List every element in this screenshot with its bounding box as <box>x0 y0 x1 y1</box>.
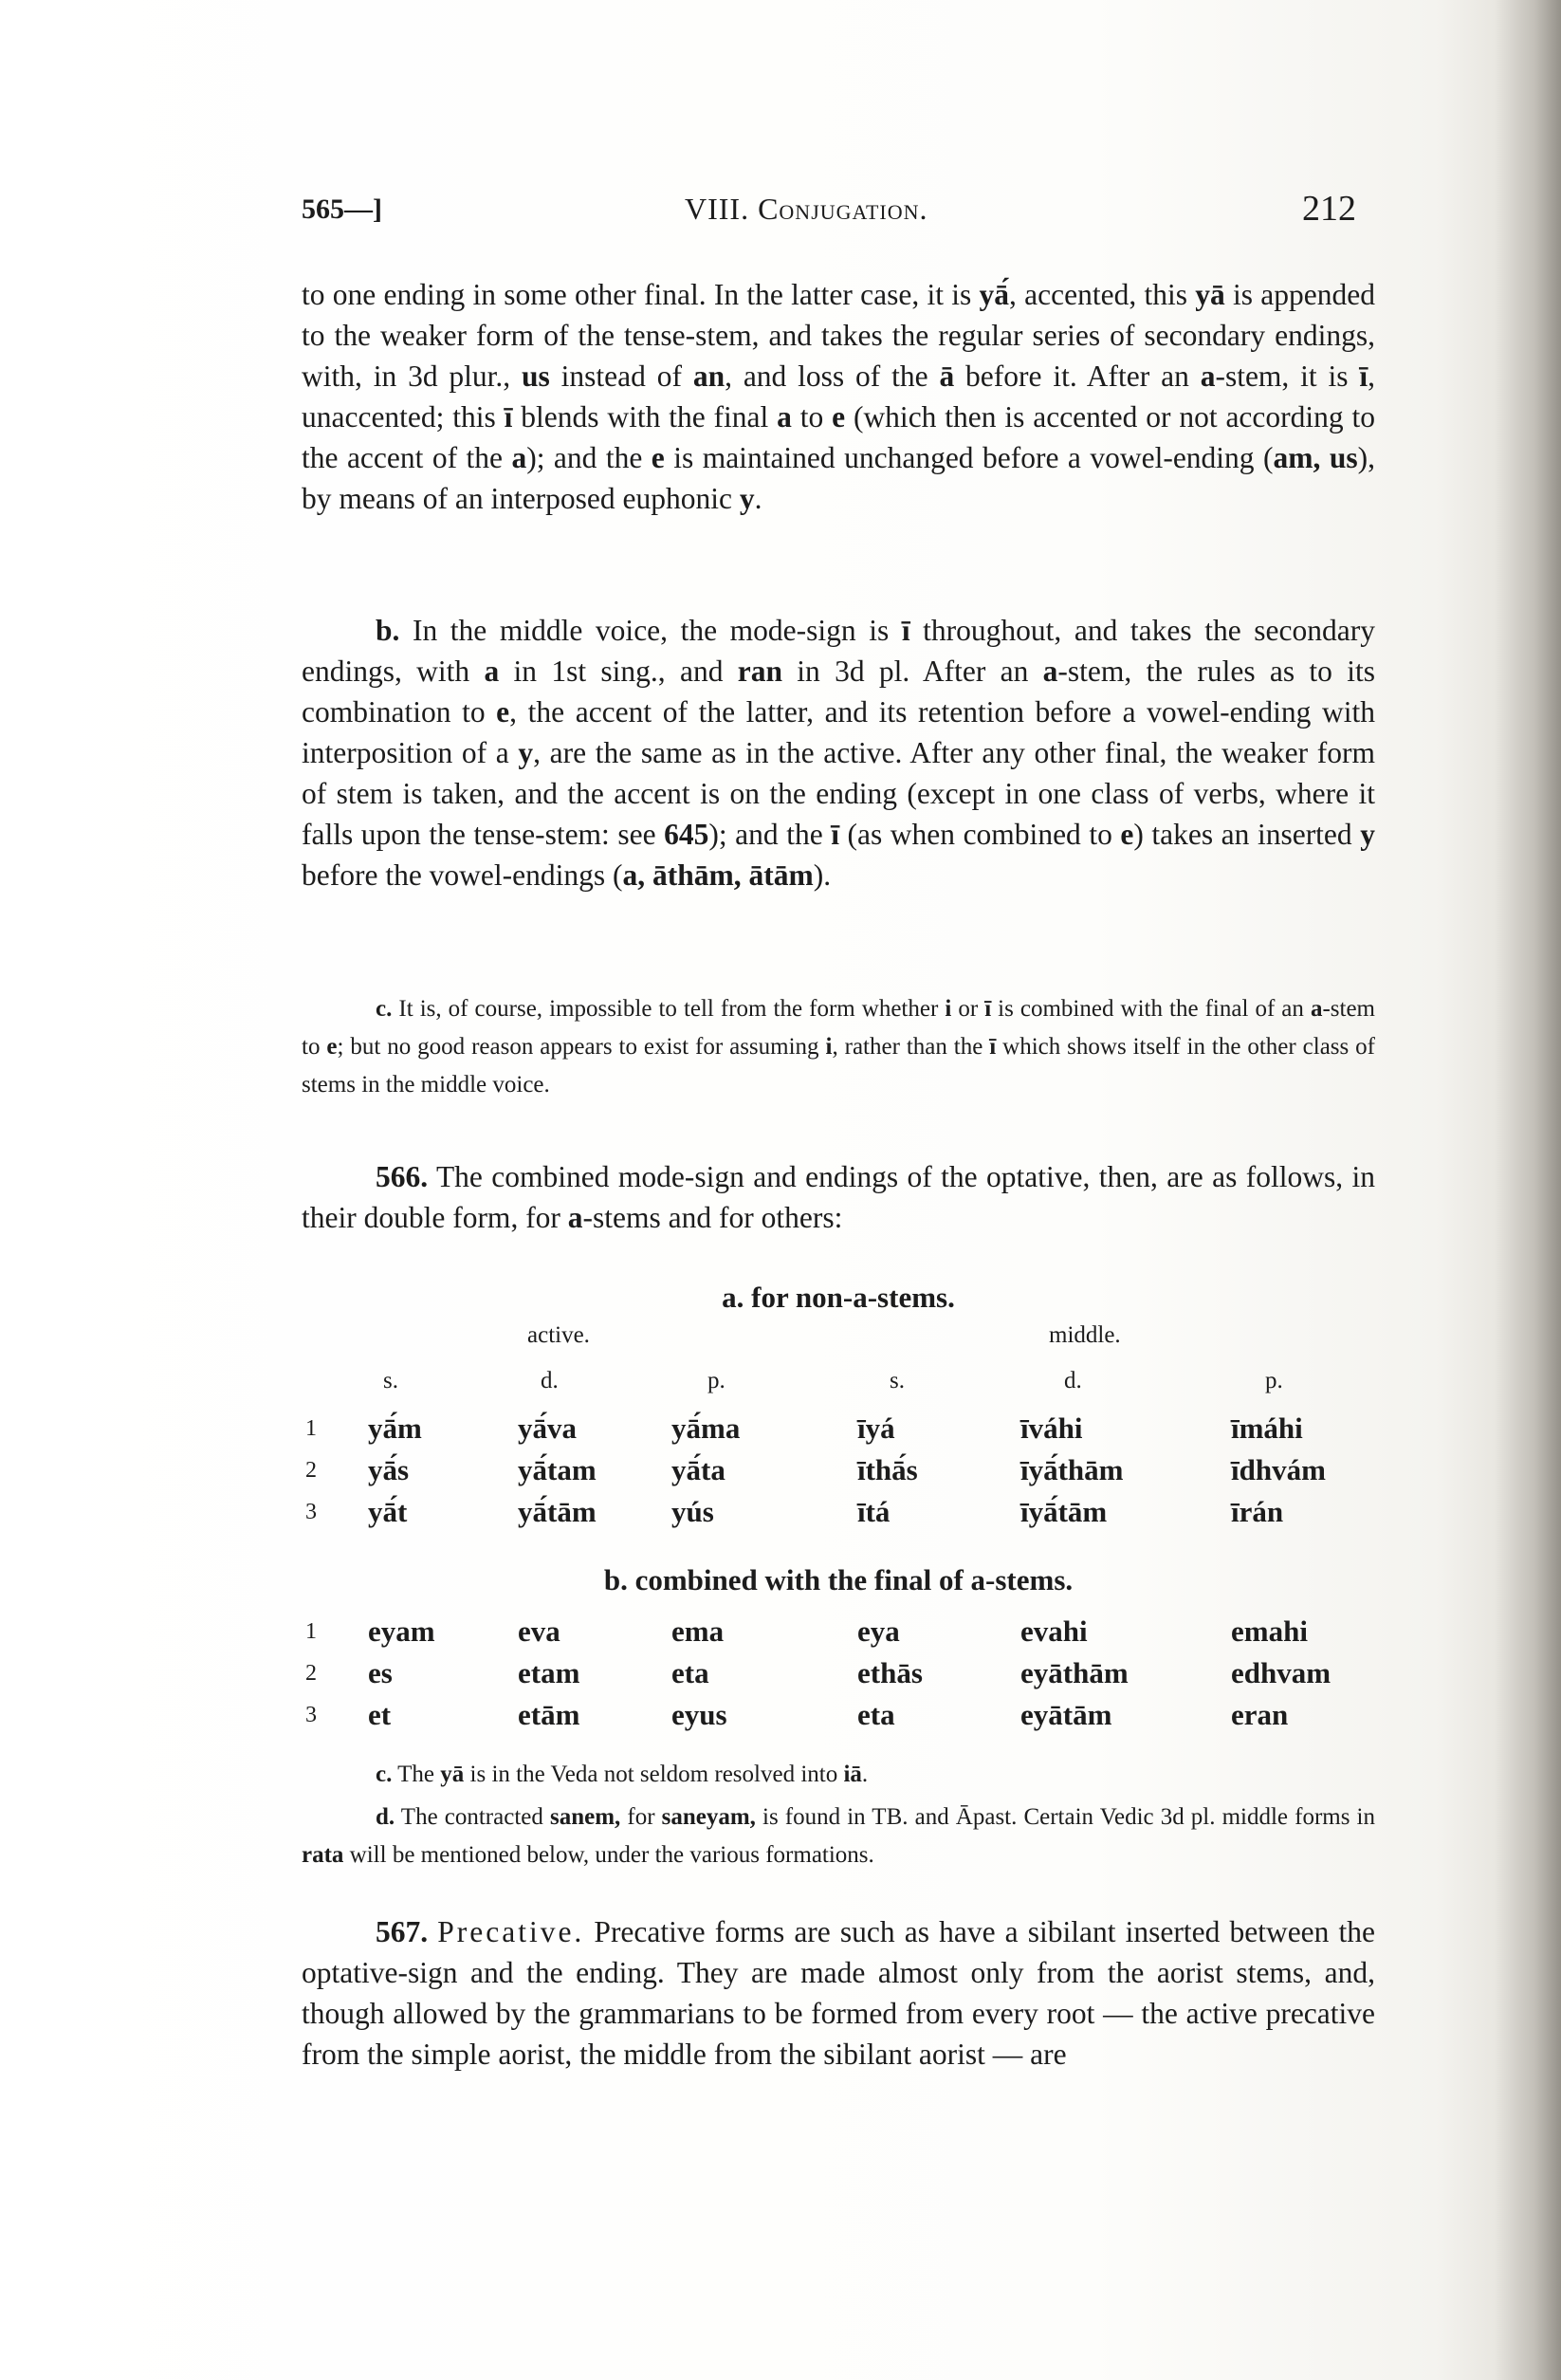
form-cell: eyus <box>671 1698 727 1731</box>
form-cell: yús <box>671 1495 714 1528</box>
form-cell: eran <box>1231 1698 1289 1731</box>
form-cell: eyam <box>368 1614 435 1648</box>
table-row <box>302 1652 1373 1694</box>
section-reference: 565—] <box>302 194 382 225</box>
form-cell: emahi <box>1231 1614 1308 1648</box>
form-cell: īyā́thām <box>1020 1453 1124 1486</box>
form-cell: īváhi <box>1020 1411 1083 1445</box>
column-head: s. <box>383 1368 398 1393</box>
form-cell: ema <box>671 1614 725 1648</box>
chapter-title: VIII. Conjugation. <box>685 192 928 226</box>
form-cell: īyá <box>857 1411 895 1445</box>
page-edge-shadow <box>1495 0 1561 2380</box>
form-cell: yā́va <box>518 1411 577 1445</box>
column-head: d. <box>541 1368 559 1393</box>
active-voice-label: active. <box>527 1322 590 1348</box>
person-number: 3 <box>305 1499 317 1524</box>
table-row <box>302 1694 1373 1736</box>
running-head <box>302 180 1356 237</box>
paragraph-565a-continued: to one ending in some other final. In the latter case, it is yā́, accented, this yā is appended to the weaker form of the tense-stem, and takes the regular series of secondary endings, with, in 3d plur., us instead of an, and loss of the ā before it. After an a-stem, it is ī, unaccented; this ī blends with the final a to e (which then is accented or not according to the accent of the a); and the e is maintained unchanged before a vowel-ending (am, us), by means of an interposed euphonic y. <box>302 278 1376 515</box>
form-cell: etam <box>518 1656 580 1689</box>
table-row <box>302 1408 1373 1449</box>
form-cell: ītá <box>857 1495 891 1528</box>
form-cell: eyāthām <box>1020 1656 1129 1689</box>
section-number: 566. <box>376 1160 429 1193</box>
form-cell: īdhvám <box>1231 1453 1326 1486</box>
person-number: 1 <box>305 1415 317 1441</box>
column-head: d. <box>1064 1368 1082 1393</box>
form-cell: yā́t <box>368 1495 408 1528</box>
column-head: p. <box>1265 1368 1283 1393</box>
column-head: s. <box>890 1368 905 1393</box>
form-cell: ethās <box>857 1656 923 1689</box>
person-number: 2 <box>305 1660 317 1686</box>
form-cell: etām <box>518 1698 580 1731</box>
form-cell: yā́tam <box>518 1453 597 1486</box>
form-cell: īmáhi <box>1231 1411 1303 1445</box>
form-cell: yā́tām <box>518 1495 597 1528</box>
person-number: 2 <box>305 1457 317 1483</box>
form-cell: eta <box>857 1698 895 1731</box>
paragraph-label: d. <box>376 1804 395 1830</box>
section-heading: Precative. <box>437 1915 585 1948</box>
table-row <box>302 1449 1373 1491</box>
form-cell: yā́m <box>368 1411 422 1445</box>
form-cell: es <box>368 1656 393 1689</box>
paragraph-565b: b. In the middle voice, the mode-sign is ī throughout, and takes the secondary endings, with a in 1st sing., and ran in 3d pl. After an a-stem, the rules as to its combination to e, the accent of the latter, and its retention before a vowel-ending with interposition of a y, are the same as in the active. After any other final, the weaker form of stem is taken, and the accent is on the ending (except in one class of verbs, where it falls upon the tense-stem: see 645); and the ī (as when combined to e) takes an inserted y before the vowel-endings (a, āthām, ātām). <box>302 614 1375 892</box>
paragraph-566: 566. The combined mode-sign and endings of the optative, then, are as follows, in their double form, for a-stems and for others: <box>302 1160 1375 1234</box>
column-head: p. <box>707 1368 725 1393</box>
paragraph-label: b. <box>376 614 400 647</box>
form-cell: īthā́s <box>857 1453 918 1486</box>
form-cell: īrán <box>1231 1495 1284 1528</box>
paragraph-label: c. <box>376 996 393 1022</box>
table-b-title: b. combined with the final of a-stems. <box>603 1563 1074 1596</box>
table-row <box>302 1611 1373 1652</box>
note-566c: c. The yā is in the Veda not seldom resolved into iā. <box>376 1762 869 1787</box>
person-number: 3 <box>305 1702 317 1727</box>
note-566d: d. The contracted sanem, for saneyam, is found in TB. and Āpast. Certain Vedic 3d pl. middle forms in rata will be mentioned below, under the various formations. <box>302 1804 1375 1868</box>
form-cell: edhvam <box>1231 1656 1331 1689</box>
form-cell: yā́s <box>368 1453 410 1486</box>
paragraph-567: 567. Precative. Precative forms are such as have a sibilant inserted between the optative-sign and the ending. They are made almost only from the aorist stems, and, though allowed by the grammarians to be formed from every root — the active precative from the simple aorist, the middle from the sibilant aorist — are <box>302 1915 1375 2071</box>
form-cell: evahi <box>1020 1614 1088 1648</box>
form-cell: īyā́tām <box>1020 1495 1108 1528</box>
person-number: 1 <box>305 1618 317 1644</box>
form-cell: eyātām <box>1020 1698 1112 1731</box>
section-number: 567. <box>376 1915 429 1948</box>
table-row <box>302 1491 1373 1533</box>
form-cell: yā́ma <box>671 1411 741 1445</box>
table-b-a-stems <box>302 1611 1373 1736</box>
table-a-non-a-stems <box>302 1408 1373 1533</box>
form-cell: eta <box>671 1656 709 1689</box>
form-cell: eya <box>857 1614 900 1648</box>
form-cell: eva <box>518 1614 560 1648</box>
page-number: 212 <box>1302 189 1356 229</box>
table-a-title: a. for non-a-stems. <box>722 1281 955 1314</box>
middle-voice-label: middle. <box>1049 1322 1121 1348</box>
paragraph-label: c. <box>376 1762 393 1787</box>
paragraph-565c: c. It is, of course, impossible to tell from the form whether i or ī is combined with the final of an a-stem to e; but no good reason appears to exist for assuming i, rather than the ī which shows itself in the other class of stems in the middle voice. <box>302 996 1375 1098</box>
form-cell: yā́ta <box>671 1453 725 1486</box>
form-cell: et <box>368 1698 392 1731</box>
